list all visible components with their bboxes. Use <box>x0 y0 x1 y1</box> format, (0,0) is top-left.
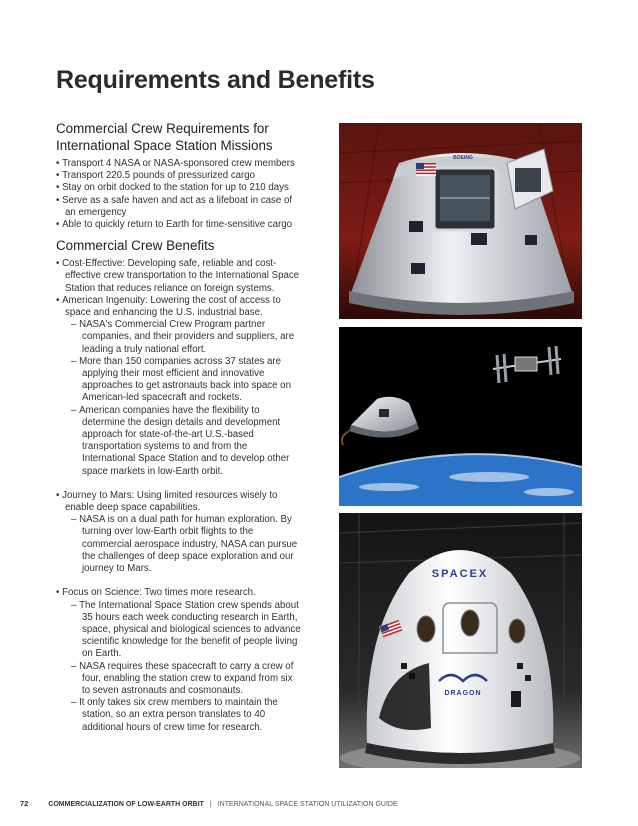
sub-item: – It only takes six crew members to maintain the station, so an extra person translates to 40 additional hours of crew time for research. <box>65 697 302 734</box>
sub-item: – American companies have the flexibility to determine the design details and development approach for state-of-the-art U.S.-based transportation systems to and from the International Space Station and to develop other space markets in low-Earth orbit. <box>65 405 302 478</box>
spacex-logo: SPACEX <box>431 568 489 580</box>
benefit-sublist <box>65 319 302 478</box>
page-number: 72 <box>20 799 29 808</box>
requirements-list <box>56 158 302 231</box>
benefits-list <box>56 258 302 734</box>
requirements-heading: Commercial Crew Requirements for International Space Station Missions <box>56 121 273 153</box>
benefit-item <box>56 258 302 295</box>
sub-item: – More than 150 companies across 37 states are applying their most efficient and innovative approaches to get astronauts back into space on American-led spacecraft and rockets. <box>65 356 302 405</box>
list-item: • Serve as a safe haven and act as a lifeboat in case of an emergency <box>56 195 302 219</box>
benefit-item <box>56 295 302 478</box>
text-column <box>56 120 302 734</box>
spacex-dragon-photo <box>339 513 582 768</box>
list-item: • Stay on orbit docked to the station for up to 210 days <box>56 182 302 194</box>
spacex-dragon-illustration <box>339 513 582 768</box>
benefit-sublist <box>65 514 302 575</box>
orbit-rendering-illustration <box>339 327 582 506</box>
orbit-rendering-photo <box>339 327 582 506</box>
list-item: • Transport 4 NASA or NASA-sponsored crew members <box>56 158 302 170</box>
benefit-text: Focus on Science: Two times more research. <box>62 587 256 599</box>
boeing-logo: BOEING <box>453 155 473 161</box>
sub-item: – NASA is on a dual path for human exploration. By turning over low-Earth orbit flights to the commercial aerospace industry, NASA can pursue the challenges of deep space exploration and our journey to Mars. <box>65 514 302 575</box>
list-item: • Able to quickly return to Earth for time-sensitive cargo <box>56 219 302 231</box>
sub-item: – NASA's Commercial Crew Program partner companies, and their providers and suppliers, are leading a truly national effort. <box>65 319 302 356</box>
benefit-text: Journey to Mars: Using limited resources wisely to enable deep space capabilities. <box>62 489 278 514</box>
benefit-item <box>56 587 302 733</box>
sub-item: – The International Space Station crew spends about 35 hours each week conducting research in Earth, space, physical and biological sciences to advance scientific knowledge for the benefit of people living on Earth. <box>65 600 302 661</box>
benefits-heading: Commercial Crew Benefits <box>56 238 215 254</box>
boeing-capsule-illustration <box>339 123 582 319</box>
sub-item: – NASA requires these spacecraft to carry a crew of four, enabling the station crew to expand from six to seven astronauts and cosmonauts. <box>65 661 302 698</box>
dragon-logo: DRAGON <box>444 690 482 697</box>
footer-guide: INTERNATIONAL SPACE STATION UTILIZATION GUIDE <box>217 801 398 808</box>
benefit-text: American Ingenuity: Lowering the cost of access to space and enhancing the U.S. industrial base. <box>62 294 281 319</box>
benefit-text: Cost-Effective: Developing safe, reliable and cost-effective crew transportation to the International Space Station that reduces reliance on foreign systems. <box>62 258 300 294</box>
page-title: Requirements and Benefits <box>56 66 375 94</box>
footer-separator: | <box>209 801 212 808</box>
page-footer <box>20 799 620 808</box>
benefit-item <box>56 490 302 575</box>
benefit-sublist <box>65 600 302 734</box>
list-item: • Transport 220.5 pounds of pressurized cargo <box>56 170 302 182</box>
footer-section: COMMERCIALIZATION OF LOW-EARTH ORBIT <box>48 801 204 808</box>
boeing-capsule-photo <box>339 123 582 319</box>
